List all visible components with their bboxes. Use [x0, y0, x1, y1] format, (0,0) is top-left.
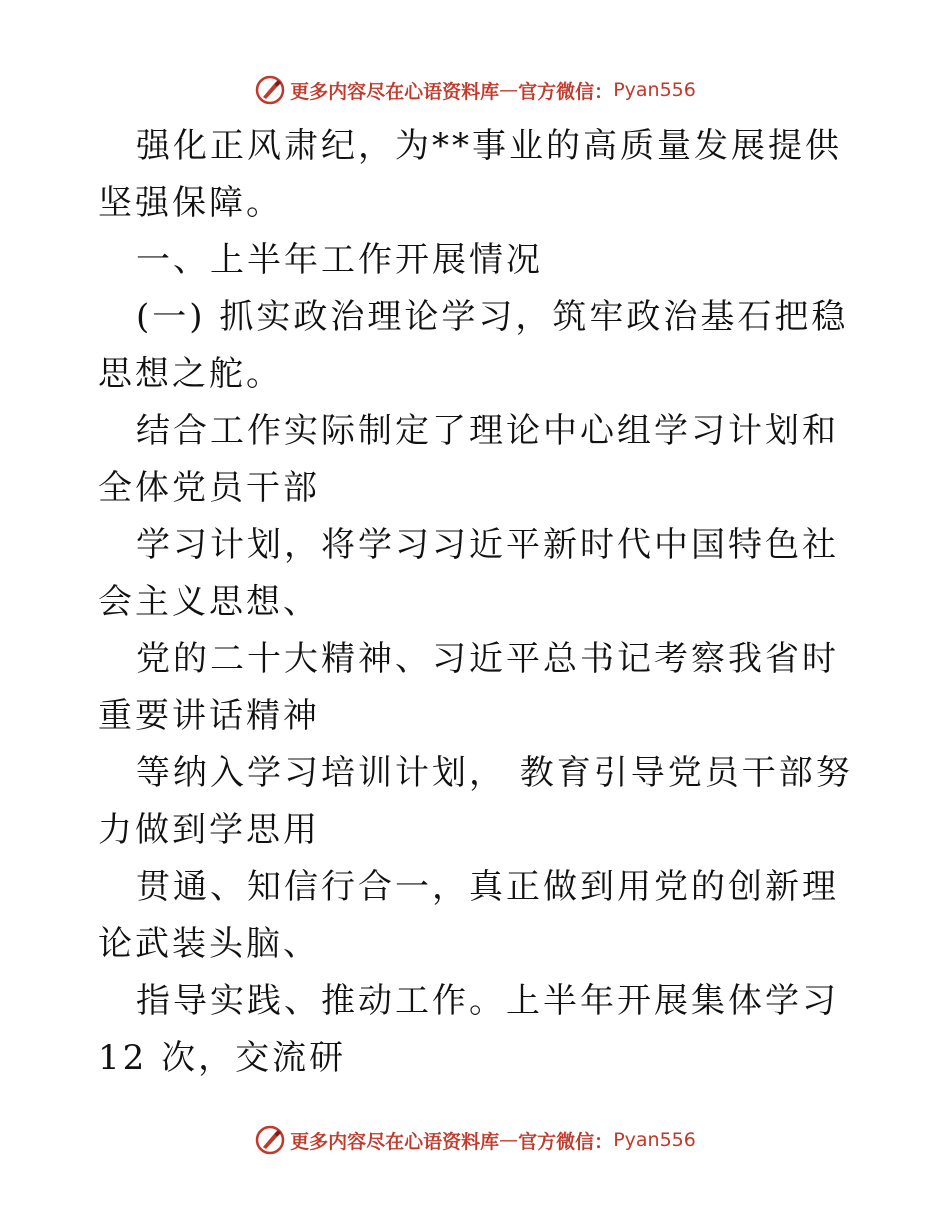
- watermark-wechat-id: Pyan556: [613, 1129, 696, 1151]
- footer-watermark: [0, 1120, 950, 1160]
- paragraph: 结合工作实际制定了理论中心组学习计划和全体党员干部: [98, 411, 839, 508]
- watermark-separator: —: [499, 1129, 519, 1151]
- document-body: [98, 118, 858, 1087]
- watermark-wechat-id: Pyan556: [613, 79, 696, 101]
- paragraph: 贯通、知信行合一，真正做到用党的创新理论武装头脑、: [98, 867, 839, 964]
- paragraph: 指导实践、推动工作。上半年开展集体学习 12 次，交流研: [98, 981, 839, 1078]
- header-watermark: [0, 70, 950, 110]
- pen-logo-icon: [254, 1124, 286, 1156]
- paragraph: 学习计划，将学习习近平新时代中国特色社会主义思想、: [98, 525, 839, 622]
- paragraph: 强化正风肃纪，为**事业的高质量发展提供坚强保障。: [98, 126, 842, 223]
- section-heading: 一、上半年工作开展情况: [136, 240, 543, 280]
- subsection-heading: (一) 抓实政治理论学习，筑牢政治基石把稳思想之舵。: [98, 297, 849, 394]
- watermark-main-text: 更多内容尽在心语资料库: [290, 1130, 500, 1153]
- watermark-label: 官方微信：: [518, 1130, 614, 1153]
- pen-logo-icon: [254, 74, 286, 106]
- watermark-separator: —: [499, 79, 519, 101]
- watermark-label: 官方微信：: [518, 80, 614, 103]
- watermark-main-text: 更多内容尽在心语资料库: [290, 80, 500, 103]
- paragraph: 党的二十大精神、习近平总书记考察我省时重要讲话精神: [98, 639, 839, 736]
- paragraph: 等纳入学习培训计划， 教育引导党员干部努力做到学思用: [98, 753, 853, 850]
